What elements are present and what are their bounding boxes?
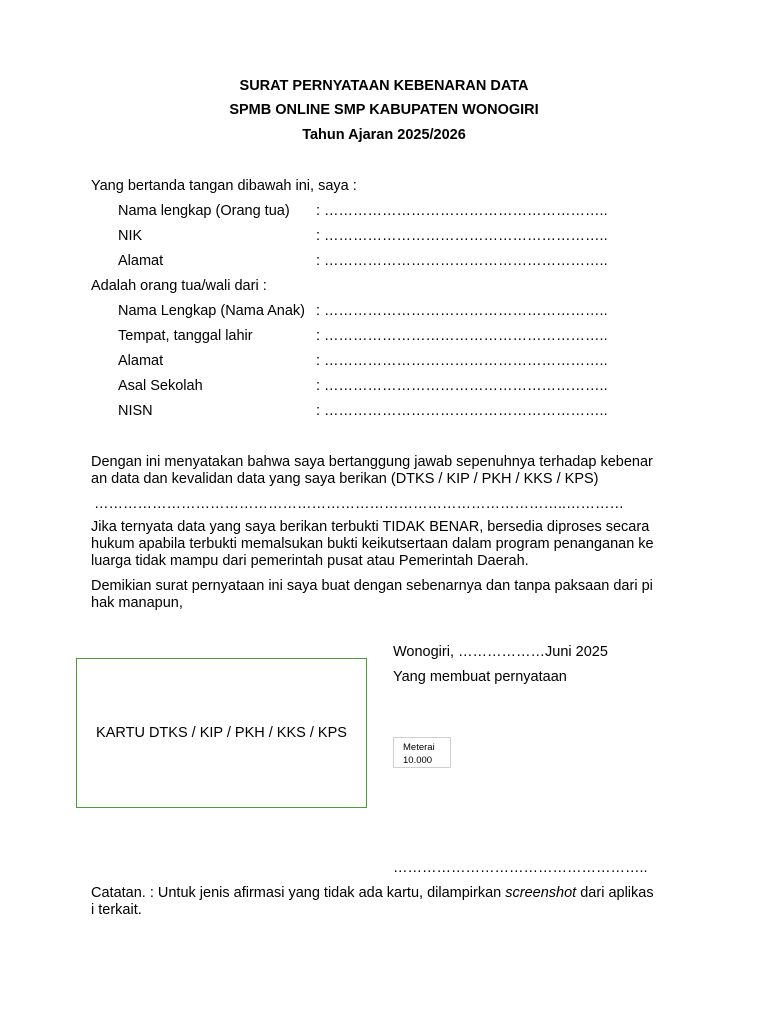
nik-label: NIK <box>118 228 143 244</box>
academic-year: Tahun Ajaran 2025/2026 <box>302 127 466 143</box>
signature-line: …………………………………………….. <box>393 860 648 876</box>
guardian-of-text: Adalah orang tua/wali dari : <box>91 278 267 294</box>
nisn-label: NISN <box>118 403 153 419</box>
nisn-field: : ………………………………………………….. <box>316 403 608 419</box>
child-name-label: Nama Lengkap (Nama Anak) <box>118 303 305 319</box>
card-attachment-box <box>76 658 367 808</box>
school-origin-field: : ………………………………………………….. <box>316 378 608 394</box>
place-date: Wonogiri, ………………Juni 2025 <box>393 644 608 660</box>
intro-text: Yang bertanda tangan dibawah ini, saya : <box>91 178 357 194</box>
school-origin-label: Asal Sekolah <box>118 378 203 394</box>
statement-blank-line: ……………………………………………………………………………………..………… <box>94 496 625 512</box>
statement-paragraph: Dengan ini menyatakan bahwa saya bertanggung jawab sepenuhnya terhadap kebenar an data dan kevalidan data yang saya berikan (DTKS / KIP / PKH / KKS / KPS) <box>91 454 653 487</box>
child-address-field: : ………………………………………………….. <box>316 353 608 369</box>
consequence-paragraph: Jika ternyata data yang saya berikan terbukti TIDAK BENAR, bersedia diproses secara hukum apabila terbukti memalsukan bukti keikutsertaan dalam program penanganan ke luarga tidak mampu dari pemerintah pusat atau Pemerintah Daerah. <box>91 519 654 569</box>
parent-name-label: Nama lengkap (Orang tua) <box>118 203 290 219</box>
note-prefix: Catatan. : Untuk jenis afirmasi yang tidak ada kartu, dilampirkan <box>91 885 506 901</box>
birth-place-date-field: : ………………………………………………….. <box>316 328 608 344</box>
meterai-label: Meterai <box>403 742 435 753</box>
meterai-stamp <box>393 737 451 768</box>
child-name-field: : ………………………………………………….. <box>316 303 608 319</box>
birth-place-date-label: Tempat, tanggal lahir <box>118 328 253 344</box>
meterai-value: 10.000 <box>403 755 433 766</box>
parent-address-label: Alamat <box>118 253 164 269</box>
note-italic: screenshot <box>505 885 577 901</box>
card-attachment-label: KARTU DTKS / KIP / PKH / KKS / KPS <box>96 725 347 741</box>
nik-field: : ………………………………………………….. <box>316 228 608 244</box>
signer-label: Yang membuat pernyataan <box>393 669 567 685</box>
parent-address-field: : ………………………………………………….. <box>316 253 608 269</box>
document-title: SURAT PERNYATAAN KEBENARAN DATA <box>239 78 529 94</box>
note-paragraph <box>91 885 681 919</box>
closing-paragraph: Demikian surat pernyataan ini saya buat dengan sebenarnya dan tanpa paksaan dari pi hak manapun, <box>91 578 653 611</box>
parent-name-field: : ………………………………………………….. <box>316 203 608 219</box>
document-subtitle: SPMB ONLINE SMP KABUPATEN WONOGIRI <box>229 102 539 118</box>
note-suffix: dari aplikas i terkait. <box>91 885 654 918</box>
child-address-label: Alamat <box>118 353 164 369</box>
